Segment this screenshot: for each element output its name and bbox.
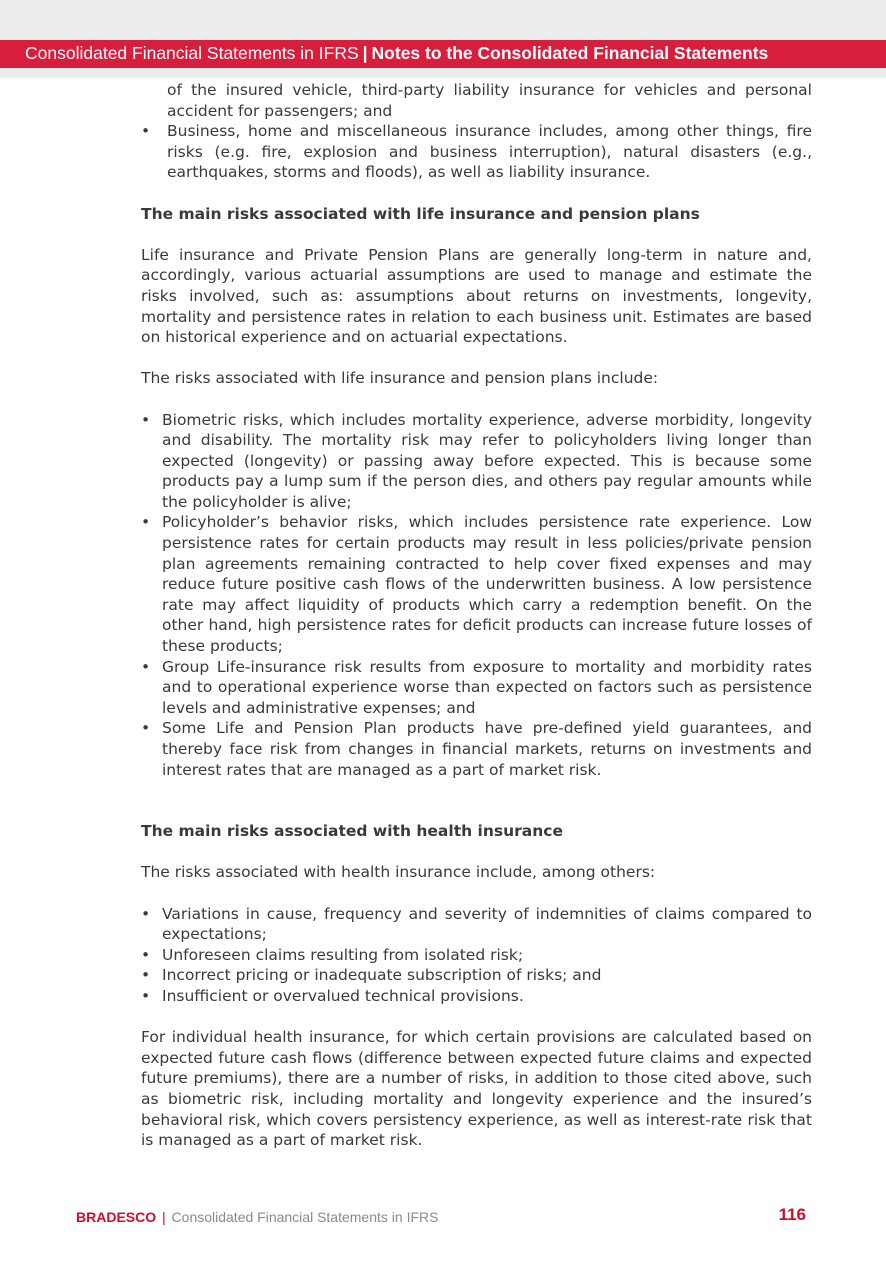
list-item-text: Group Life-insurance risk results from exposure to mortality and morbidity rates and to operational experience worse than expected on factors such as persistence levels and administrative expenses; and xyxy=(162,657,812,717)
list-item-text: Insufficient or overvalued technical provisions. xyxy=(162,986,524,1005)
footer-separator: | xyxy=(162,1209,166,1225)
page-content xyxy=(141,80,812,1151)
list-item-text: Biometric risks, which includes mortality experience, adverse morbidity, longevity and disability. The mortality risk may refer to policyholders living longer than expected (longevity) or passing away before expected. This is because some products pay a lump sum if the person dies, and others pay regular amounts while the policyholder is alive; xyxy=(162,410,812,511)
life-section-heading: The main risks associated with life insurance and pension plans xyxy=(141,204,700,223)
header-section: Notes to the Consolidated Financial Statements xyxy=(371,43,769,64)
list-item-text: Unforeseen claims resulting from isolated risk; xyxy=(162,945,524,964)
page-number: 116 xyxy=(778,1205,806,1224)
health-lead-paragraph: The risks associated with health insurance include, among others: xyxy=(141,863,656,882)
bullet: • xyxy=(141,657,151,676)
health-section-heading: The main risks associated with health insurance xyxy=(141,822,563,841)
list-item-text: Some Life and Pension Plan products have pre-defined yield guarantees, and thereby face risk from changes in financial markets, returns on investments and interest rates that are managed as a part of market risk. xyxy=(162,719,812,779)
bullet: • xyxy=(141,966,151,985)
bullet: • xyxy=(141,904,151,923)
bullet: • xyxy=(141,410,151,429)
bullet: • xyxy=(141,122,151,141)
list-item xyxy=(141,512,812,656)
bullet: • xyxy=(141,719,151,738)
list-item-text: of the insured vehicle, third-party liability insurance for vehicles and personal accident for passengers; and xyxy=(167,81,812,120)
list-item-text: Variations in cause, frequency and severity of indemnities of claims compared to expectations; xyxy=(162,904,812,944)
bullet: • xyxy=(141,513,151,532)
list-item xyxy=(141,986,812,1007)
list-item xyxy=(141,80,812,121)
list-item-text: Business, home and miscellaneous insurance includes, among other things, fire risks (e.g. fire, explosion and business interruption), natural disasters (e.g., earthquakes, storms and floods), as well as liability insurance. xyxy=(167,122,812,182)
bullet: • xyxy=(141,945,151,964)
list-item xyxy=(141,718,812,780)
list-item-text: Policyholder’s behavior risks, which includes persistence rate experience. Low persistence rates for certain products may result in less policies/private pension plan agreements remaining contracted to help cover fixed expenses and may reduce future positive cash flows of the underwritten business. A low persistence rate may affect liquidity of products which carry a redemption benefit. On the other hand, high persistence rates for deficit products can increase future losses of these products; xyxy=(162,513,812,656)
health-risk-list xyxy=(141,904,812,1007)
health-closing-paragraph: For individual health insurance, for which certain provisions are calculated based on expected future cash flows (difference between expected future claims and expected future premiums), there are a number of risks, in addition to those cited above, such as biometric risk, including mortality and longevity experience and the insured’s behavioral risk, which covers persistency experience, as well as interest-rate risk that is managed as a part of market risk. xyxy=(141,1028,812,1150)
list-item xyxy=(141,657,812,719)
life-risk-list xyxy=(141,410,812,781)
bullet: • xyxy=(141,986,151,1005)
header-title: Consolidated Financial Statements in IFRS xyxy=(25,43,359,64)
list-item xyxy=(141,121,812,183)
list-item-text: Incorrect pricing or inadequate subscription of risks; and xyxy=(162,966,602,985)
list-item xyxy=(141,945,812,966)
footer-brand: BRADESCO xyxy=(76,1209,157,1225)
list-item xyxy=(141,410,812,513)
continued-insurance-list xyxy=(141,80,812,183)
footer-title: Consolidated Financial Statements in IFRS xyxy=(171,1209,439,1225)
list-item xyxy=(141,965,812,986)
header-separator: | xyxy=(362,43,368,64)
life-lead-paragraph: The risks associated with life insurance and pension plans include: xyxy=(141,369,659,388)
life-intro-paragraph: Life insurance and Private Pension Plans are generally long-term in nature and, accordingly, various actuarial assumptions are used to manage and estimate the risks involved, such as: assumptions about returns on investments, longevity, mortality and persistence rates in relation to each business unit. Estimates are based on historical experience and on actuarial expectations. xyxy=(141,245,812,347)
list-item xyxy=(141,904,812,945)
page-footer xyxy=(76,1207,806,1227)
document-header xyxy=(0,40,886,68)
